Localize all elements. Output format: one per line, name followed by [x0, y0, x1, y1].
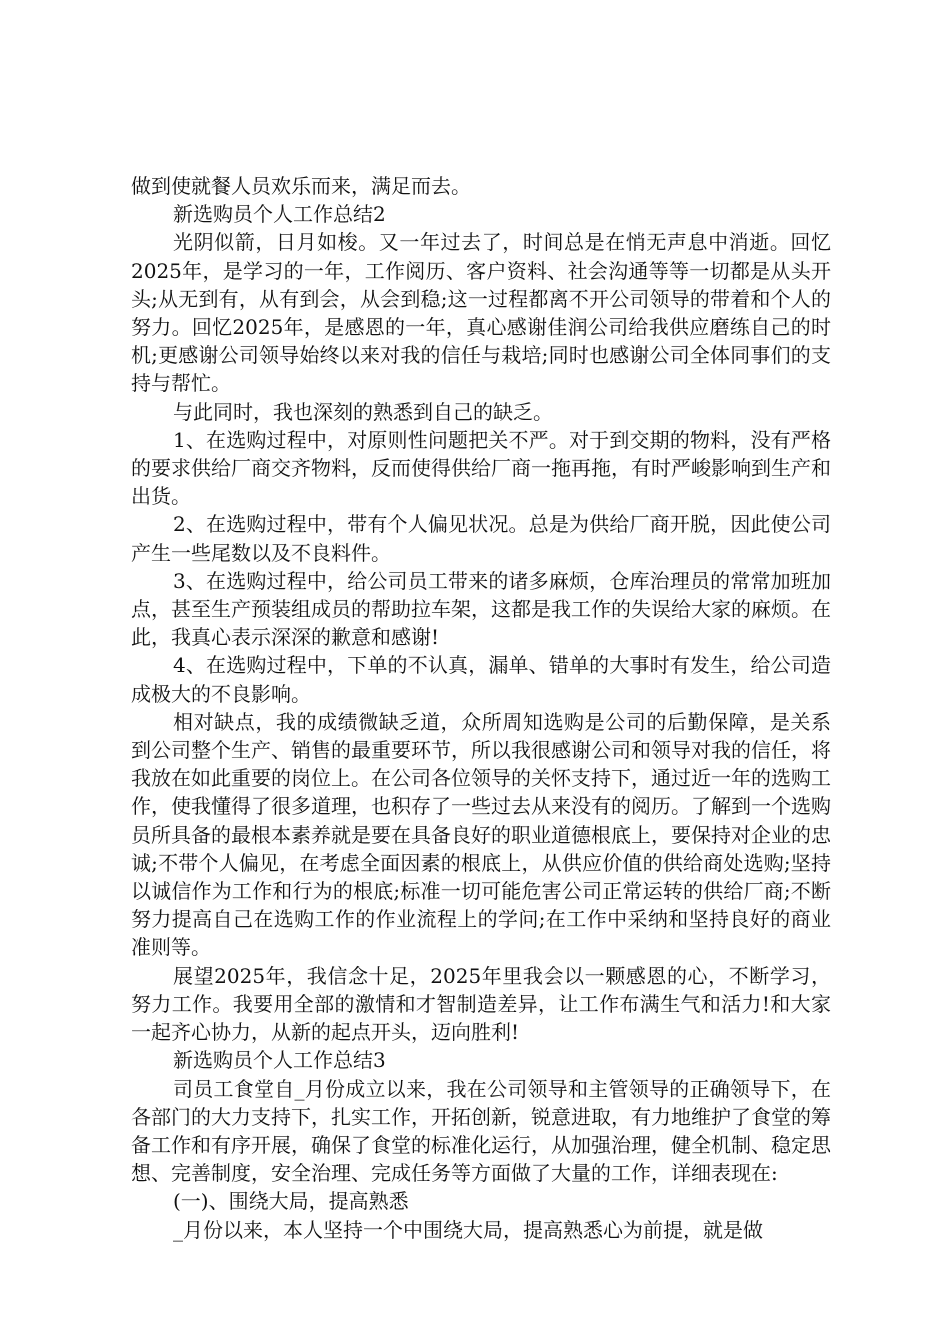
document-page: [131, 172, 831, 1244]
section-heading-2: 新选购员个人工作总结2: [173, 202, 386, 227]
list-item-2: 2、在选购过程中，带有个人偏见状况。总是为供给厂商开脱，因此使公司产生一些尾数以及不良料件。: [131, 512, 831, 565]
paragraph-1: 做到使就餐人员欢乐而来，满足而去。: [131, 174, 471, 198]
list-item-1: 1、在选购过程中，对原则性问题把关不严。对于到交期的物料，没有严格的要求供给厂商交齐物料，反而使得供给厂商一拖再拖，有时严峻影响到生产和出货。: [131, 427, 831, 509]
paragraph-14: _月份以来，本人坚持一个中围绕大局，提高熟悉心为前提，就是做: [173, 1217, 763, 1242]
paragraph-3: 光阴似箭，日月如梭。又一年过去了，时间总是在悄无声息中消逝。回忆2025年，是学习的一年，工作阅历、客户资料、社会沟通等等一切都是从头开头;从无到有，从有到会，从会到稳;这一过程都离不开公司领导的带着和个人的努力。回忆2025年，是感恩的一年，真心感谢佳润公司给我供应磨练自己的时机;更感谢公司领导始终以来对我的信任与栽培;同时也感谢公司全体同事们的支持与帮忙。: [131, 230, 831, 396]
paragraph-9: 相对缺点，我的成绩微缺乏道，众所周知选购是公司的后勤保障，是关系到公司整个生产、销售的最重要环节，所以我很感谢公司和领导对我的信任，将我放在如此重要的岗位上。在公司各位领导的关怀支持下，通过近一年的选购工作，使我懂得了很多道理，也积存了一些过去从来没有的阅历。了解到一个选购员所具备的最根本素养就是要在具备良好的职业道德根底上，要保持对企业的忠诚;不带个人偏见，在考虑全面因素的根底上，从供应价值的供给商处选购;坚持以诚信作为工作和行为的根底;标准一切可能危害公司正常运转的供给厂商;不断努力提高自己在选购工作的作业流程上的学问;在工作中采纳和坚持良好的商业准则等。: [131, 709, 831, 960]
paragraph-10: 展望2025年，我信念十足，2025年里我会以一颗感恩的心，不断学习，努力工作。我要用全部的激情和才智制造差异，让工作布满生气和活力!和大家一起齐心协力，从新的起点开头，迈向胜利!: [131, 963, 831, 1045]
section-heading-3: 新选购员个人工作总结3: [173, 1048, 386, 1073]
list-item-4: 4、在选购过程中，下单的不认真，漏单、错单的大事时有发生，给公司造成极大的不良影响。: [131, 653, 831, 706]
subheading-1: (一)、围绕大局，提高熟悉: [173, 1189, 409, 1214]
paragraph-4: 与此同时，我也深刻的熟悉到自己的缺乏。: [173, 399, 553, 424]
list-item-3: 3、在选购过程中，给公司员工带来的诸多麻烦，仓库治理员的常常加班加点，甚至生产预装组成员的帮助拉车架，这都是我工作的失误给大家的麻烦。在此，我真心表示深深的歉意和感谢!: [131, 568, 831, 650]
paragraph-12: 司员工食堂自_月份成立以来，我在公司领导和主管领导的正确领导下，在各部门的大力支持下，扎实工作，开拓创新，锐意进取，有力地维护了食堂的筹备工作和有序开展，确保了食堂的标准化运行，从加强治理，健全机制、稳定思想、完善制度，安全治理、完成任务等方面做了大量的工作，详细表现在:: [131, 1076, 831, 1186]
